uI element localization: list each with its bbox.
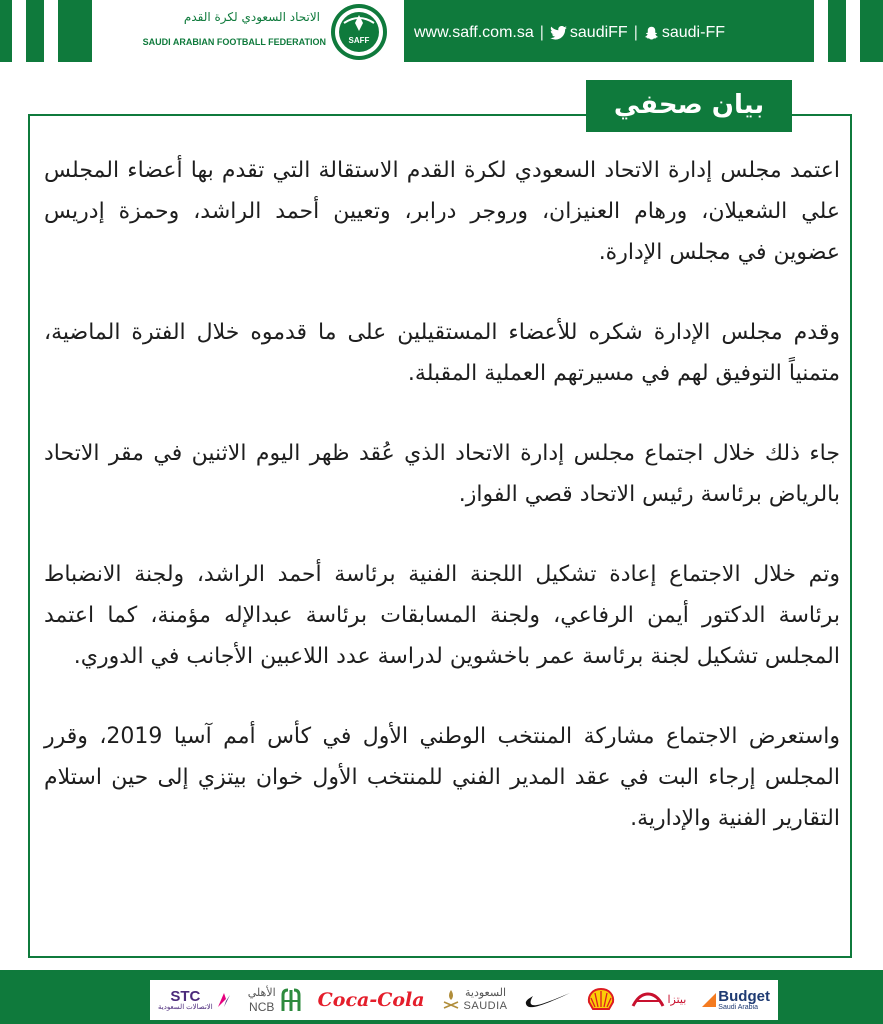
header-bar	[0, 0, 883, 62]
pizzahut-name-ar: بيتزا	[667, 993, 687, 1006]
saff-logo-icon	[330, 3, 388, 61]
header-stripe	[44, 0, 58, 62]
sponsor-budget	[702, 989, 770, 1011]
logo-text: SAFF	[348, 36, 370, 45]
shell-icon	[587, 987, 615, 1013]
federation-brand	[92, 0, 404, 62]
website-link[interactable]: www.saff.com.sa	[414, 24, 534, 41]
social-links	[414, 22, 725, 44]
cocacola-logo-text: Coca-Cola	[317, 988, 425, 1011]
sponsors-bar	[150, 980, 778, 1020]
ncb-emblem-icon	[280, 987, 302, 1013]
statement-body	[44, 150, 840, 878]
stc-subtitle: الاتصالات السعودية	[158, 1004, 213, 1011]
paragraph: وتم خلال الاجتماع إعادة تشكيل اللجنة الفنية برئاسة أحمد الراشد، ولجنة الانضباط برئاسة الدكتور أيمن الرفاعي، ولجنة المسابقات برئاسة عبدالإله مؤمنة، كما اعتمد المجلس تشكيل لجنة برئاسة عمر باخشوين لدراسة عدد اللاعبين الأجانب في الدوري.	[44, 562, 840, 669]
ncb-name-en: NCB	[249, 999, 275, 1014]
saudia-name-ar: السعودية	[464, 987, 507, 999]
paragraph: وقدم مجلس الإدارة شكره للأعضاء المستقيلين على ما قدموه خلال الفترة الماضية، متمنياً التوفيق لهم في مسيرتهم العملية المقبلة.	[44, 320, 840, 386]
paragraph: اعتمد مجلس إدارة الاتحاد السعودي لكرة القدم الاستقالة التي تقدم بها أعضاء المجلس علي الشعيلان، ورهام العنيزان، وروجر درابر، وتعيين أحمد الراشد، وحمزة إدريس عضوين في مجلس الإدارة.	[44, 158, 840, 265]
twitter-icon	[550, 26, 567, 40]
sponsor-shell	[587, 987, 615, 1013]
header-stripe	[814, 0, 828, 62]
divider: |	[633, 24, 638, 41]
federation-name-ar: الاتحاد السعودي لكرة القدم	[183, 10, 320, 24]
twitter-handle[interactable]: saudiFF	[569, 24, 628, 41]
sponsor-nike	[524, 990, 572, 1010]
header-stripe	[12, 0, 26, 62]
page-title: بيان صحفي	[586, 80, 792, 132]
sponsor-pizzahut	[631, 992, 686, 1008]
sponsor-ncb	[248, 987, 302, 1013]
sponsor-saudia	[441, 988, 508, 1012]
snapchat-handle[interactable]: saudi-FF	[661, 24, 725, 41]
budget-logo-text: Budget	[718, 988, 770, 1005]
saudia-name-en: SAUDIA	[463, 1000, 508, 1012]
sponsor-stc	[158, 989, 232, 1011]
stc-logo-text: STC	[170, 988, 201, 1005]
paragraph: جاء ذلك خلال اجتماع مجلس إدارة الاتحاد الذي عُقد ظهر اليوم الاثنين في مقر الاتحاد بالرياض برئاسة رئيس الاتحاد قصي الفواز.	[44, 441, 840, 507]
sponsor-cocacola	[317, 988, 425, 1011]
budget-mark-icon	[702, 993, 716, 1007]
header-stripe	[846, 0, 860, 62]
snapchat-icon	[644, 26, 659, 41]
federation-name-en: SAUDI ARABIAN FOOTBALL FEDERATION	[142, 37, 326, 47]
stc-mark-icon	[216, 991, 232, 1009]
pizzahut-roof-icon	[631, 992, 665, 1008]
nike-swoosh-icon	[524, 990, 572, 1010]
saudia-emblem-icon	[441, 988, 461, 1012]
divider: |	[539, 24, 544, 41]
paragraph: واستعرض الاجتماع مشاركة المنتخب الوطني الأول في كأس أمم آسيا 2019، وقرر المجلس إرجاء البت في عقد المدير الفني للمنتخب الأول خوان بيتزي إلى حين استلام التقارير الفنية والإدارية.	[44, 724, 841, 831]
ncb-name-ar: الأهلي	[247, 986, 276, 999]
budget-subtitle: Saudi Arabia	[718, 1004, 758, 1011]
